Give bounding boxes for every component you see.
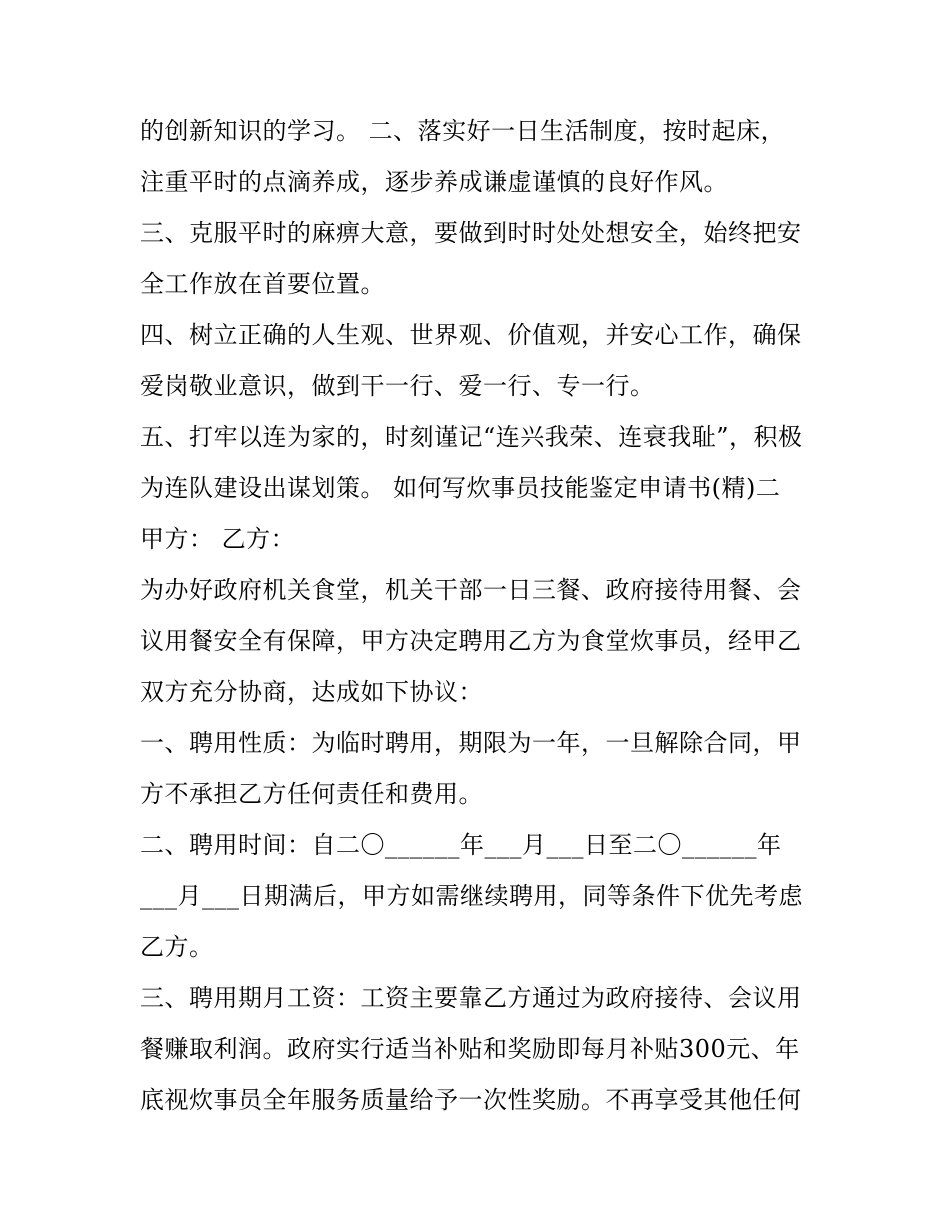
text-line: 爱岗敬业意识，做到干一行、爱一行、专一行。 (140, 372, 655, 400)
text-line: 双方充分协商，达成如下协议： (140, 678, 483, 706)
text-line: 为办好政府机关食堂，机关干部一日三餐、政府接待用餐、会 (140, 576, 802, 604)
text-line: 一、聘用性质：为临时聘用，期限为一年，一旦解除合同，甲 (140, 729, 802, 757)
text-line: 二、聘用时间：自二〇______年___月___日至二〇______年 (140, 831, 782, 859)
text-line: 三、聘用期月工资：工资主要靠乙方通过为政府接待、会议用 (140, 984, 802, 1012)
text-line: 的创新知识的学习。 二、落实好一日生活制度，按时起床， (140, 117, 786, 145)
text-line: 注重平时的点滴养成，逐步养成谦虚谨慎的良好作风。 (140, 168, 728, 196)
text-line: 甲方： 乙方： (140, 525, 296, 553)
text-line: 乙方。 (140, 933, 214, 961)
text-line: 方不承担乙方任何责任和费用。 (140, 780, 483, 808)
text-line: ___月___日期满后，甲方如需继续聘用，同等条件下优先考虑 (140, 882, 803, 910)
text-line: 五、打牢以连为家的，时刻谨记“连兴我荣、连衰我耻”，积极 (140, 423, 803, 451)
document-body (140, 106, 820, 1126)
text-line: 底视炊事员全年服务质量给予一次性奖励。不再享受其他任何 (140, 1086, 802, 1114)
text-line: 四、树立正确的人生观、世界观、价值观，并安心工作，确保 (140, 321, 802, 349)
text-line: 全工作放在首要位置。 (140, 270, 385, 298)
text-line: 为连队建设出谋划策。 如何写炊事员技能鉴定申请书(精)二 (140, 474, 781, 502)
text-line: 餐赚取利润。政府实行适当补贴和奖励即每月补贴300元、年 (140, 1035, 800, 1063)
text-line: 三、克服平时的麻痹大意，要做到时时处处想安全，始终把安 (140, 219, 802, 247)
text-line: 议用餐安全有保障，甲方决定聘用乙方为食堂炊事员，经甲乙 (140, 627, 802, 655)
